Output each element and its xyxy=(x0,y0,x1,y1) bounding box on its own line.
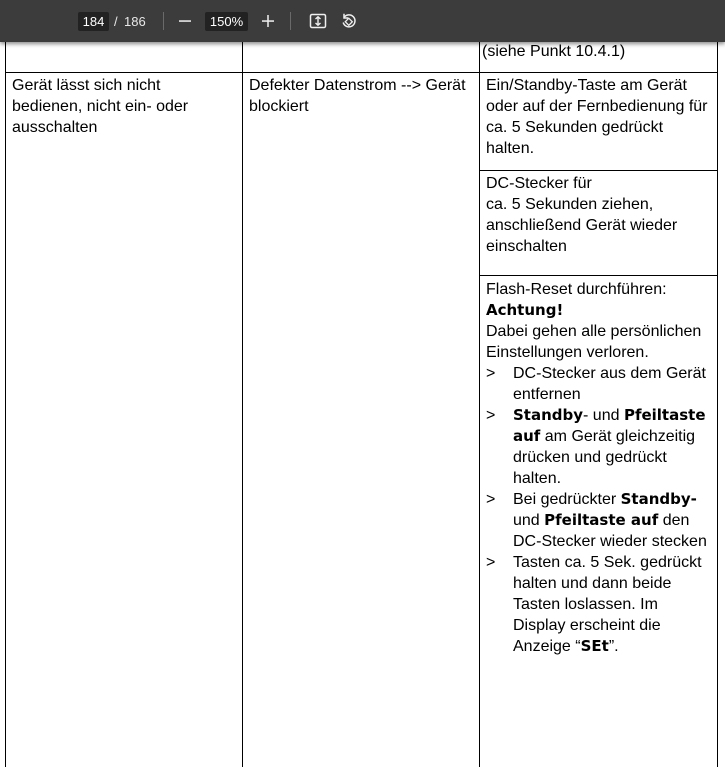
cause-text: Defekter Datenstrom --> Gerät blockiert xyxy=(249,77,466,115)
solution-cell-3 xyxy=(486,279,712,657)
step-1 xyxy=(486,363,712,405)
step-2-text-1: - und xyxy=(583,407,620,424)
solution-cell-2 xyxy=(486,173,712,257)
solution-divider-2 xyxy=(479,275,718,276)
step-arrow: > xyxy=(486,407,496,424)
step-arrow: > xyxy=(486,491,496,508)
flash-reset-steps xyxy=(486,363,712,657)
step-1-text: DC-Stecker aus dem Gerät entfernen xyxy=(513,365,706,403)
table-row-divider-top xyxy=(5,72,718,73)
step-2-bold-standby: Standby xyxy=(513,406,584,424)
table-column-divider-1 xyxy=(242,42,243,767)
step-3-text-1: Bei gedrückter xyxy=(513,491,617,508)
solution-2-line-1: DC-Stecker für xyxy=(486,175,592,192)
solution-divider-1 xyxy=(479,170,718,171)
page-number-input[interactable]: 184 xyxy=(78,12,109,31)
problem-cell xyxy=(12,75,234,138)
step-3 xyxy=(486,489,712,552)
table-border-left xyxy=(5,42,6,767)
zoom-level-input[interactable]: 150% xyxy=(205,12,248,31)
table-border-right xyxy=(717,42,718,767)
step-4-text-2: ”. xyxy=(608,638,619,655)
fit-to-page-button[interactable] xyxy=(306,9,330,33)
step-4 xyxy=(486,552,712,657)
pdf-toolbar xyxy=(0,0,725,42)
page-separator: / xyxy=(114,14,118,29)
step-4-bold-set: SEt xyxy=(580,637,609,655)
step-2-text-2: am Gerät gleichzeitig drücken und gedrückt halten. xyxy=(513,428,696,487)
fit-to-page-icon xyxy=(309,12,327,30)
previous-row-tail-text: (siehe Punkt 10.4.1) xyxy=(482,43,626,60)
toolbar-divider-1 xyxy=(163,12,164,30)
solution-1-text: Ein/Standby-Taste am Gerät oder auf der Fernbedienung für ca. 5 Sekunden gedrückt halten. xyxy=(486,77,708,157)
total-pages-text: 186 xyxy=(124,14,146,29)
table-column-divider-2 xyxy=(479,42,480,767)
solution-cell-1 xyxy=(486,75,712,159)
zoom-in-button[interactable] xyxy=(256,9,280,33)
solution-2-line-2: ca. 5 Sekunden ziehen, anschließend Gerät wieder einschalten xyxy=(486,196,678,255)
total-pages xyxy=(124,12,146,31)
step-3-bold-arrow-key: Pfeiltaste auf xyxy=(544,511,659,529)
zoom-out-button[interactable] xyxy=(173,9,197,33)
step-3-text-3: den DC-Stecker wieder stecken xyxy=(513,512,707,550)
step-2-bold-arrow-key: Pfeiltaste auf xyxy=(513,406,706,445)
flash-reset-intro: Flash-Reset durchführen: xyxy=(486,281,667,298)
step-4-text-1: Tasten ca. 5 Sek. gedrückt halten und dann beide Tasten loslassen. Im Display erscheint die Anzeige “ xyxy=(513,554,702,655)
minus-icon xyxy=(178,14,192,28)
cause-cell xyxy=(249,75,471,117)
step-2 xyxy=(486,405,712,489)
problem-text: Gerät lässt sich nicht bedienen, nicht ein- oder ausschalten xyxy=(12,77,189,136)
rotate-button[interactable] xyxy=(337,9,361,33)
warning-title: Achtung! xyxy=(486,301,564,319)
toolbar-divider-2 xyxy=(290,12,291,30)
warning-text: Dabei gehen alle persönlichen Einstellungen verloren. xyxy=(486,323,702,361)
plus-icon xyxy=(261,14,275,28)
step-3-bold-standby: Standby- xyxy=(620,490,697,508)
step-arrow: > xyxy=(486,554,496,571)
rotate-icon xyxy=(340,12,358,30)
step-3-text-2: und xyxy=(513,512,540,529)
step-arrow: > xyxy=(486,365,496,382)
